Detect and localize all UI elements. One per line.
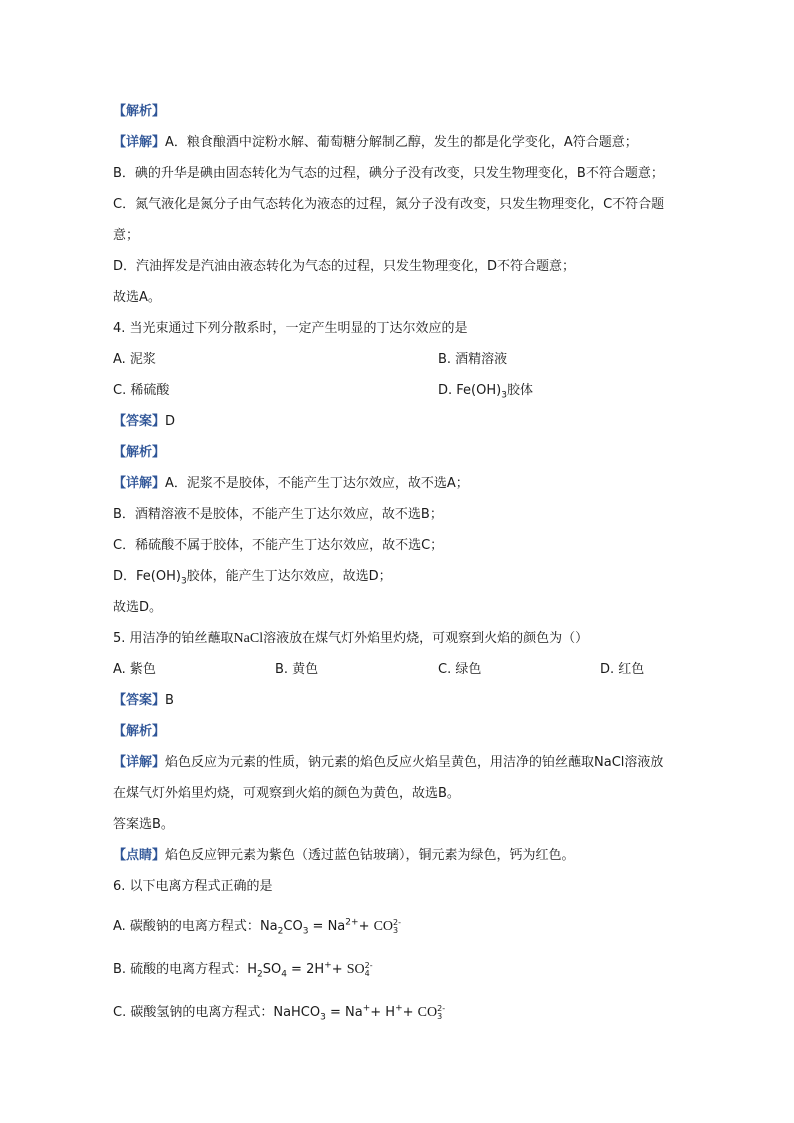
q4-option-b: B. 酒精溶液 <box>438 352 508 367</box>
q3-detail-c1: C．氮气液化是氮分子由气态转化为液态的过程，氮分子没有改变，只发生物理变化，C不符合题 <box>113 197 665 212</box>
detail-tag: 【详解】 <box>113 476 166 491</box>
q4-stem: 4. 当光束通过下列分散系时，一定产生明显的丁达尔效应的是 <box>113 321 468 336</box>
q5-option-c: C. 绿色 <box>438 662 482 677</box>
q4-option-a: A. 泥浆 <box>113 352 156 367</box>
answer-tag: 【答案】 <box>113 414 166 429</box>
q6-option-b: B. 硫酸的电离方程式：$H_2SO_4 = 2H^++$ SO 2- 4 <box>113 960 373 980</box>
q4-answer: 【答案】D <box>113 414 176 429</box>
q5-option-b: B. 黄色 <box>275 662 319 677</box>
q4-detail-a: 【详解】A．泥浆不是胶体，不能产生丁达尔效应，故不选A； <box>113 476 469 491</box>
q3-detail-b: B．碘的升华是碘由固态转化为气态的过程，碘分子没有改变，只发生物理变化，B不符合题意； <box>113 166 664 181</box>
q4-detail-b: B．酒精溶液不是胶体，不能产生丁达尔效应，故不选B； <box>113 507 443 522</box>
analysis-tag: 【解析】 <box>113 445 166 460</box>
q5-answer: 【答案】B <box>113 693 174 708</box>
q4-option-c: C. 稀硫酸 <box>113 383 170 398</box>
note-tag: 【点睛】 <box>113 848 166 863</box>
q3-conclusion: 故选A。 <box>113 290 161 305</box>
answer-tag: 【答案】 <box>113 693 166 708</box>
analysis-tag: 【解析】 <box>113 724 166 739</box>
q6-option-a: A. 碳酸钠的电离方程式：$Na_2CO_3 = Na^{2+}+$ CO 2- 3 <box>113 917 402 937</box>
q3-detail-a: 【详解】A．粮食酿酒中淀粉水解、葡萄糖分解制乙醇，发生的都是化学变化，A符合题意； <box>113 135 638 150</box>
q5-detail-1: 【详解】焰色反应为元素的性质，钠元素的焰色反应火焰呈黄色，用洁净的铂丝蘸取NaCl溶液放 <box>113 755 664 770</box>
q5-detail-2: 在煤气灯外焰里灼烧，可观察到火焰的颜色为黄色，故选B。 <box>113 786 460 801</box>
q3-detail-d: D．汽油挥发是汽油由液态转化为气态的过程，只发生物理变化，D不符合题意； <box>113 259 576 274</box>
q5-option-a: A. 紫色 <box>113 662 156 677</box>
q6-stem: 6. 以下电离方程式正确的是 <box>113 879 273 894</box>
q5-conclusion: 答案选B。 <box>113 817 174 832</box>
detail-tag: 【详解】 <box>113 755 166 770</box>
q6-option-c: C. 碳酸氢钠的电离方程式：NaHCO$_3$ = Na++ H++ CO 2- 3 <box>113 1003 446 1023</box>
detail-tag: 【详解】 <box>113 135 166 150</box>
q4-option-d: D. $Fe(OH)_3$胶体 <box>438 383 533 401</box>
q3-detail-c2: 意； <box>113 228 140 243</box>
q5-stem: 5. 用洁净的铂丝蘸取NaCl溶液放在煤气灯外焰里灼烧，可观察到火焰的颜色为（） <box>113 631 589 646</box>
q4-detail-d: D．$Fe(OH)_3$胶体，能产生丁达尔效应，故选D； <box>113 569 392 587</box>
q5-note: 【点睛】焰色反应钾元素为紫色（透过蓝色钴玻璃），铜元素为绿色，钙为红色。 <box>113 848 575 863</box>
q4-conclusion: 故选D。 <box>113 600 163 615</box>
analysis-tag: 【解析】 <box>113 104 166 119</box>
q5-option-d: D. 红色 <box>600 662 645 677</box>
q4-detail-c: C．稀硫酸不属于胶体，不能产生丁达尔效应，故不选C； <box>113 538 444 553</box>
